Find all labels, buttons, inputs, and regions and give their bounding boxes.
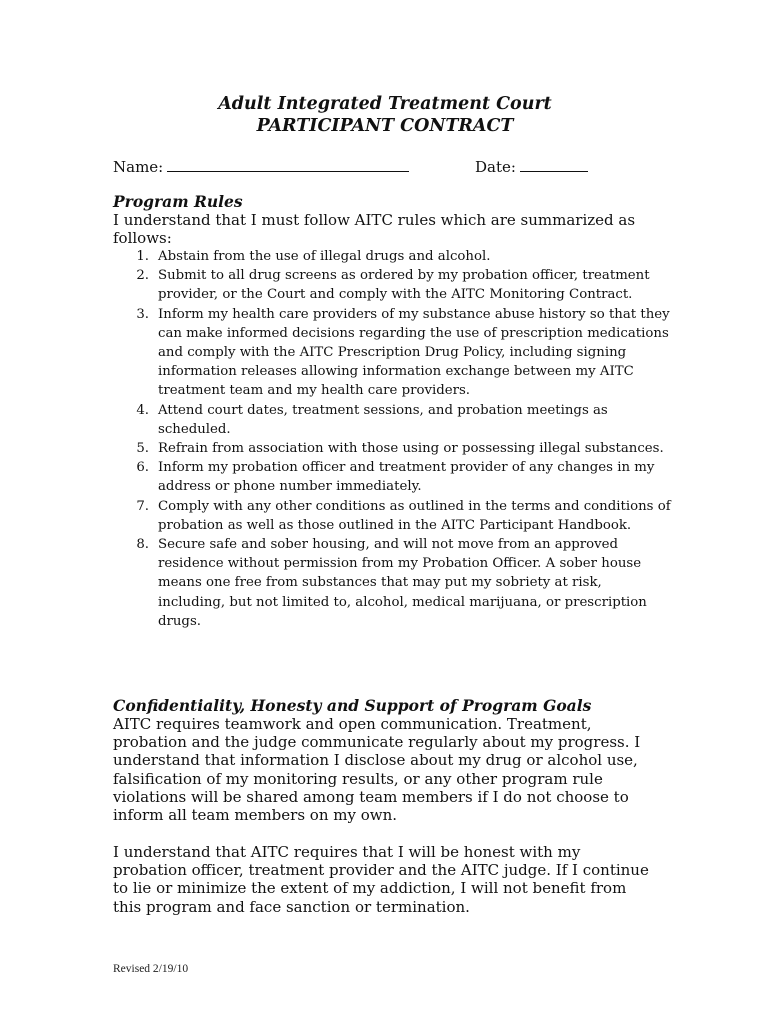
rules-list	[113, 247, 673, 631]
date-label: Date:	[475, 158, 516, 176]
name-label: Name:	[113, 158, 164, 176]
rule-number: 8.	[136, 537, 149, 553]
rule-text: Abstain from the use of illegal drugs and alcohol.	[158, 249, 491, 264]
document-title: Adult Integrated Treatment Court	[218, 94, 552, 114]
rule-item	[113, 535, 673, 631]
program-rules-intro: I understand that I must follow AITC rules which are summarized as follows:	[113, 211, 636, 248]
rule-item	[113, 439, 673, 458]
rule-text: Attend court dates, treatment sessions, and probation meetings as scheduled.	[158, 402, 608, 437]
revision-footer: Revised 2/19/10	[113, 963, 189, 975]
confidentiality-paragraph-2: I understand that AITC requires that I will be honest with my probation officer, treatment provider and the AITC judge. If I continue to lie or minimize the extent of my addiction, I will not benefit from this program and face sanction or termination.	[113, 843, 649, 916]
rule-item	[113, 401, 673, 439]
rule-text: Refrain from association with those using or possessing illegal substances.	[158, 441, 664, 457]
rule-number: 7.	[136, 498, 149, 514]
rule-item	[113, 458, 673, 496]
rule-text: Comply with any other conditions as outlined in the terms and conditions of probation as well as those outlined in the AITC Participant Handbook.	[158, 498, 671, 533]
document-subtitle: PARTICIPANT CONTRACT	[256, 116, 514, 136]
date-blank-line[interactable]	[520, 157, 588, 172]
rule-item	[113, 497, 673, 535]
rule-text: Inform my health care providers of my substance abuse history so that they can make informed decisions regarding the use of prescription medications and comply with the AITC Prescription Drug Policy, including signing information releases allowing information exchange between my AITC treatment team and my health care providers.	[158, 306, 670, 399]
rule-number: 4.	[136, 402, 149, 418]
date-field[interactable]	[475, 157, 588, 176]
rule-item	[113, 247, 673, 266]
confidentiality-paragraph-1: AITC requires teamwork and open communication. Treatment, probation and the judge communicate regularly about my progress. I understand that information I disclose about my drug or alcohol use, falsification of my monitoring results, or any other program rule violations will be shared among team members if I do not choose to inform all team members on my own.	[113, 715, 641, 825]
confidentiality-heading: Confidentiality, Honesty and Support of Program Goals	[113, 696, 592, 715]
program-rules-heading: Program Rules	[113, 192, 243, 211]
rule-number: 1.	[136, 249, 149, 264]
rule-number: 6.	[136, 460, 149, 476]
rule-number: 3.	[136, 306, 149, 322]
rule-item	[113, 266, 673, 304]
rule-text: Submit to all drug screens as ordered by my probation officer, treatment provider, or the Court and comply with the AITC Monitoring Contract.	[158, 268, 650, 303]
rule-text: Secure safe and sober housing, and will not move from an approved residence without permission from my Probation Officer. A sober house means one free from substances that may put my sobriety at risk, including, but not limited to, alcohol, medical marijuana, or prescription drugs.	[158, 537, 647, 629]
rule-number: 5.	[136, 441, 149, 457]
name-blank-line[interactable]	[167, 157, 409, 172]
rule-item	[113, 305, 673, 401]
rule-text: Inform my probation officer and treatment provider of any changes in my address or phone number immediately.	[158, 460, 655, 495]
rule-number: 2.	[136, 268, 149, 284]
name-field[interactable]	[113, 157, 409, 176]
